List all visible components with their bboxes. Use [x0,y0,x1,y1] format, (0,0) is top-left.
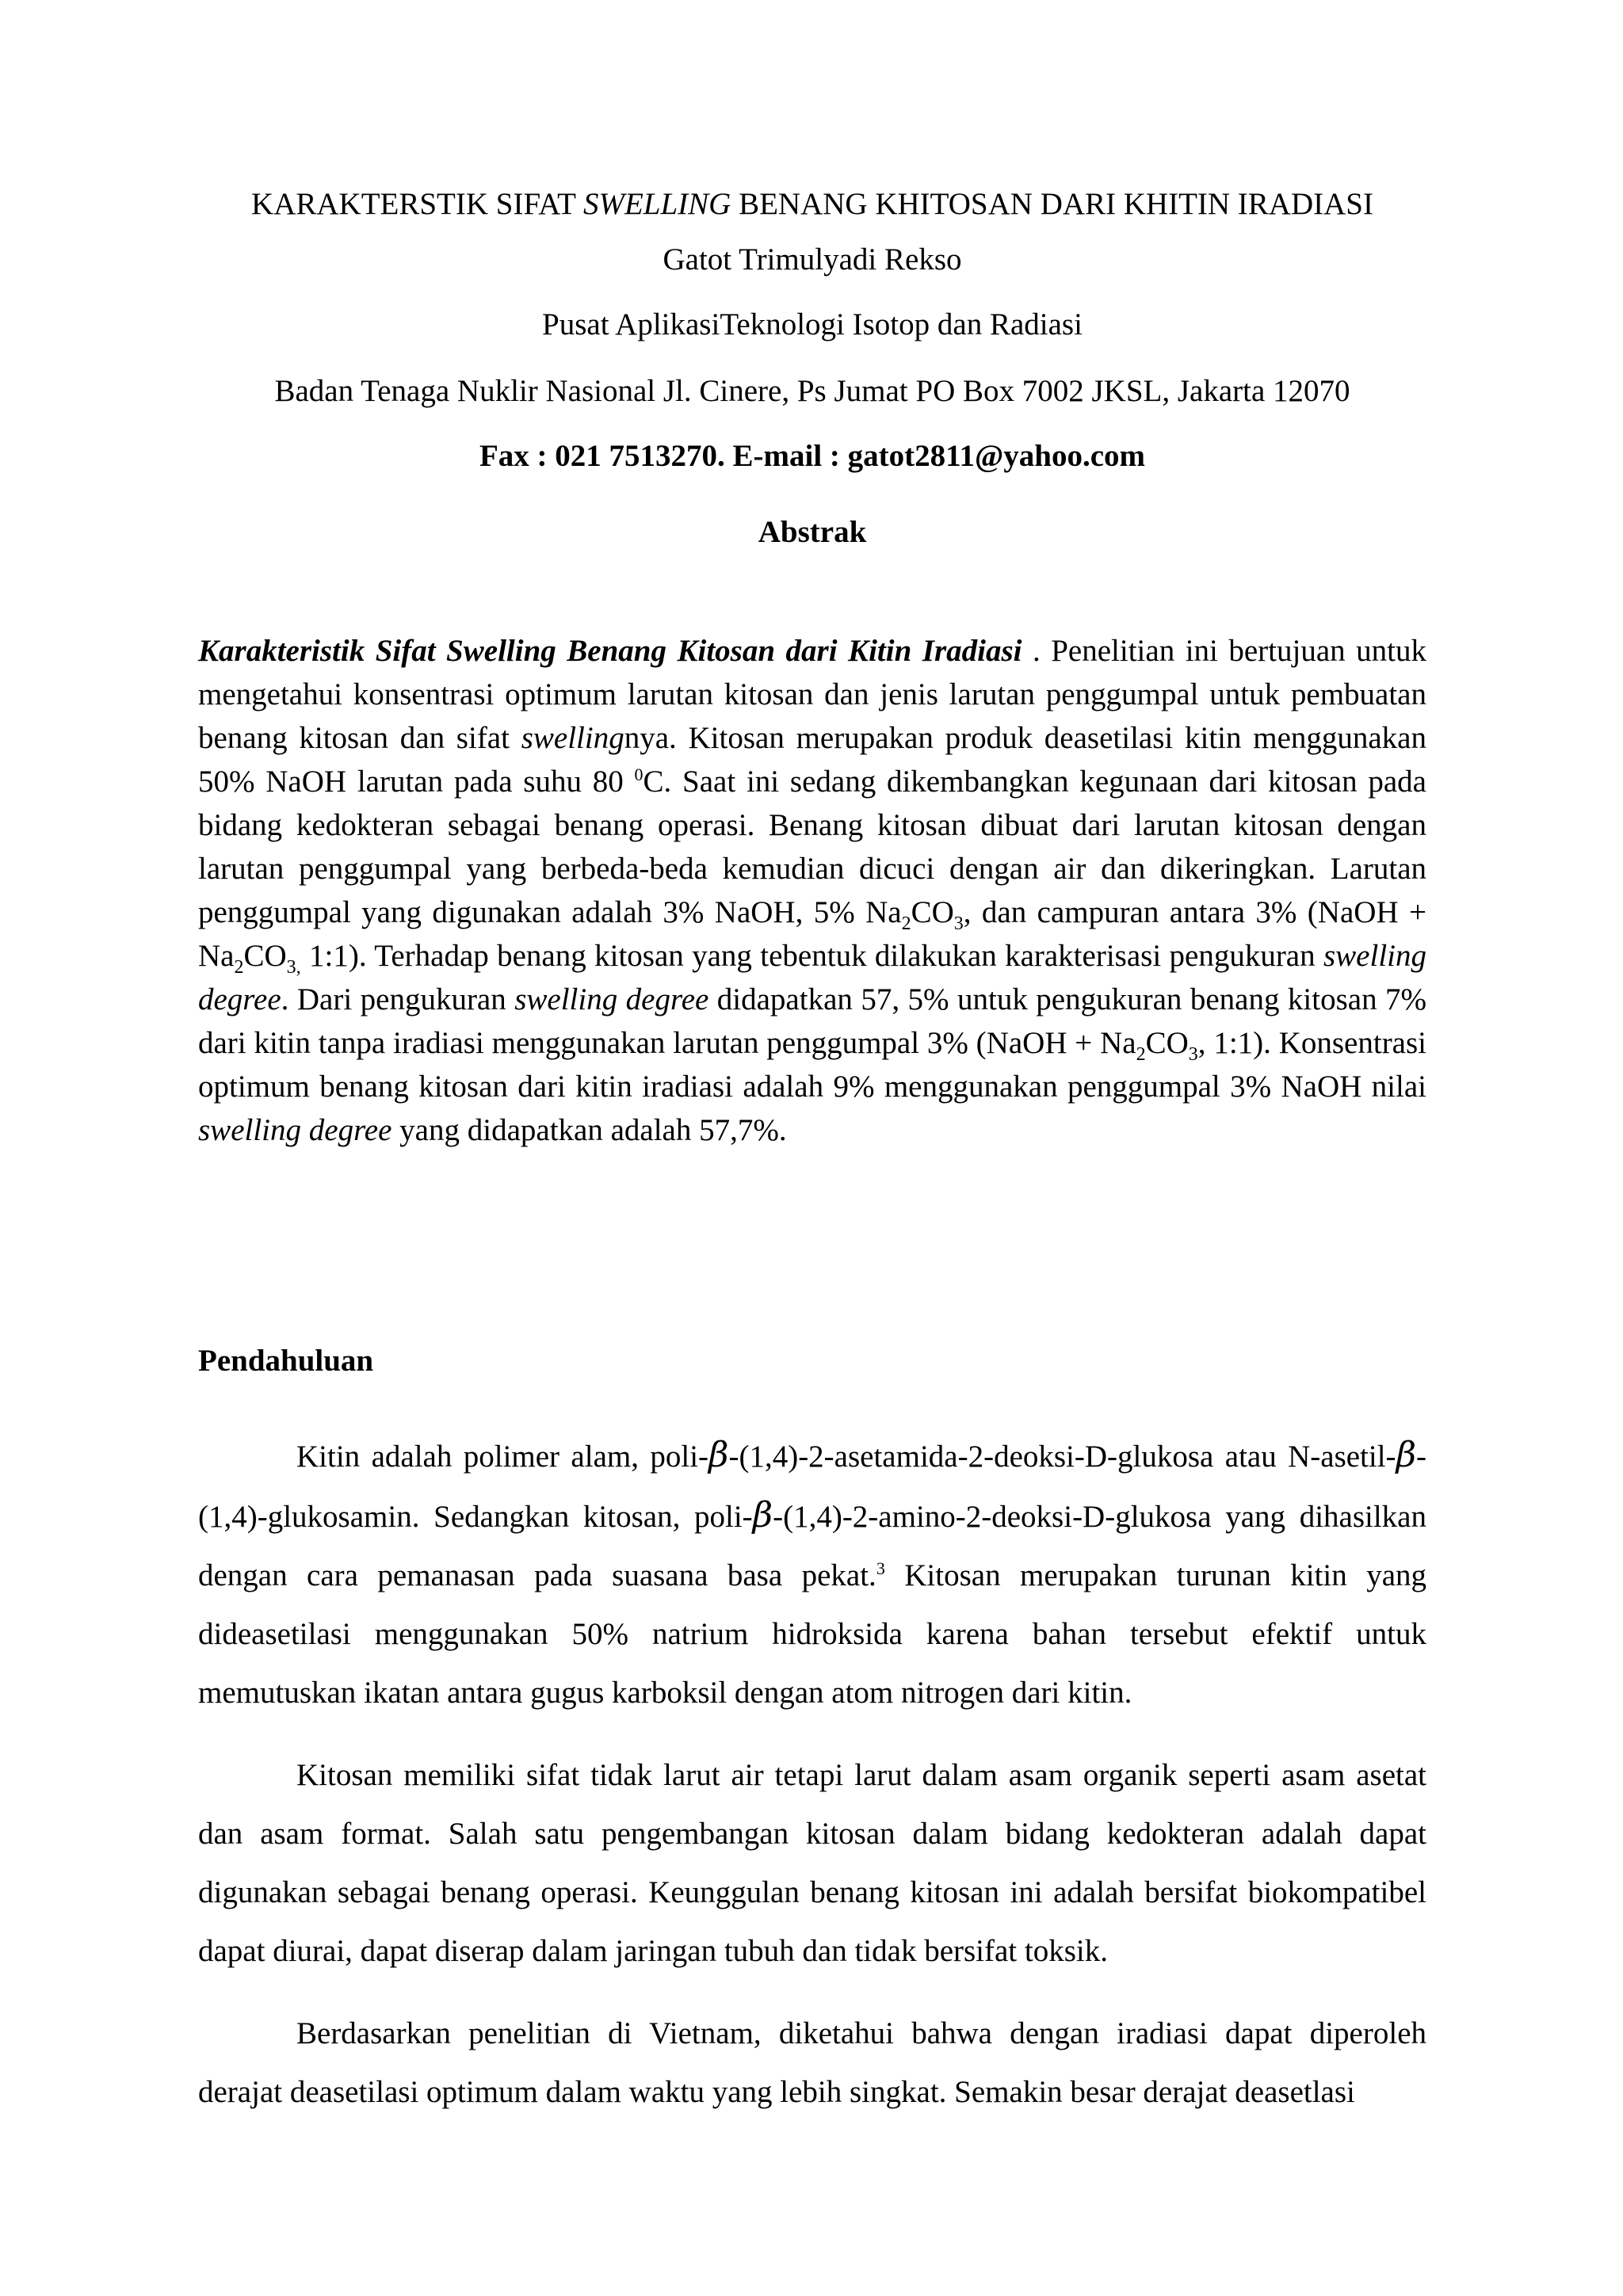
subscript: 3 [953,913,964,934]
beta-symbol: β [708,1435,729,1475]
body-paragraph-1 [198,1426,1426,1722]
introduction-body [198,1426,1426,2145]
abstract-text: , 1:1). Konsentrasi optimum benang kitosan dari kitin iradiasi adalah 9% menggunakan penggumpal 3% NaOH nilai [198,1026,1427,1104]
abstract-lead: Karakteristik Sifat Swelling Benang Kitosan dari Kitin Iradiasi [198,634,1022,668]
address: Badan Tenaga Nuklir Nasional Jl. Cinere, Ps Jumat PO Box 7002 JKSL, Jakarta 12070 [274,374,1350,408]
paper-title [198,189,1426,244]
beta-symbol: β [752,1495,773,1535]
abstract-text: CO [243,939,287,973]
body-paragraph-2: Kitosan memiliki sifat tidak larut air tetapi larut dalam asam organik seperti asam asetat dan asam format. Salah satu pengembangan kitosan dalam bidang kedokteran adalah dapat digunakan sebagai benang operasi. Keunggulan benang kitosan ini adalah bersifat biokompatibel dapat diurai, dapat diserap dalam jaringan tubuh dan tidak bersifat toksik. [198,1758,1426,1968]
body-paragraph-3: Berdasarkan penelitian di Vietnam, diketahui bahwa dengan iradiasi dapat diperoleh derajat deasetilasi optimum dalam waktu yang lebih singkat. Semakin besar derajat deasetlasi [198,2016,1426,2109]
superscript: 0 [634,765,643,784]
body-text: Kitosan merupakan turunan kitin yang dideasetilasi menggunakan 50% natrium hidroksida karena bahan tersebut efektif untuk memutuskan ikatan antara gugus karboksil dengan atom nitrogen dari kitin. [198,1558,1427,1710]
abstract-text: . Dari pengukuran [281,982,515,1016]
subscript: 2 [901,913,911,934]
abstract-italic: swelling degree [198,939,1426,1016]
institution: Pusat AplikasiTeknologi Isotop dan Radiasi [542,307,1083,341]
abstract-italic: swelling [521,721,624,755]
abstract-italic: swelling degree [198,1113,392,1147]
abstract-text: yang didapatkan adalah 57,7%. [391,1113,787,1147]
abstract-heading: Abstrak [758,515,867,549]
title-part-1: KARAKTERSTIK SIFAT [251,187,583,221]
author-name: Gatot Trimulyadi Rekso [663,242,962,277]
abstract-text: CO [911,895,954,929]
abstract-text: , dan campuran antara 3% (NaOH + Na [198,895,1426,973]
abstract-italic: swelling degree [514,982,709,1016]
body-text: Kitin adalah polimer alam, poli- [296,1440,709,1474]
abstract-text: 1:1). Terhadap benang kitosan yang tebentuk dilakukan karakterisasi pengukuran [300,939,1323,973]
citation-superscript: 3 [876,1558,885,1578]
title-italic-swelling: SWELLING [582,187,731,221]
subscript: 3, [286,956,301,978]
subscript: 2 [1136,1043,1146,1065]
abstract-text: nya. Kitosan merupakan produk deasetilasi kitin menggunakan 50% NaOH larutan pada suhu 80 [198,721,1426,799]
subscript: 2 [234,956,244,978]
contact-info: Fax : 021 7513270. E-mail : gatot2811@yahoo.com [479,439,1146,473]
abstract-text: C. Saat ini sedang dikembangkan kegunaan dari kitosan pada bidang kedokteran sebagai benang operasi. Benang kitosan dibuat dari larutan kitosan dengan larutan penggumpal yang berbeda-beda kemudian dicuci dengan air dan dikeringkan. Larutan penggumpal yang digunakan adalah 3% NaOH, 5% Na [198,765,1426,929]
subscript: 3 [1188,1043,1198,1065]
title-part-2: BENANG KHITOSAN DARI KHITIN IRADIASI [731,187,1373,221]
abstract-text: CO [1145,1026,1189,1060]
body-text: -(1,4)-2-asetamida-2-deoksi-D-glukosa atau N-asetil- [728,1440,1396,1474]
abstract-text: . Penelitian ini bertujuan untuk mengetahui konsentrasi optimum larutan kitosan dan jenis larutan penggumpal untuk pembuatan benang kitosan dan sifat [198,634,1426,755]
paper-page [198,187,1427,2109]
abstract-paragraph [198,629,1426,1152]
abstract-text: didapatkan 57, 5% untuk pengukuran benang kitosan 7% dari kitin tanpa iradiasi menggunakan larutan penggumpal 3% (NaOH + Na [198,982,1427,1060]
body-text: -(1,4)-2-amino-2-deoksi-D-glukosa yang dihasilkan dengan cara pemanasan pada suasana basa pekat. [198,1500,1426,1592]
beta-symbol: β [1396,1435,1416,1475]
body-text: -(1,4)-glukosamin. Sedangkan kitosan, poli- [198,1440,1426,1534]
section-heading-pendahuluan: Pendahuluan [198,1344,374,1378]
